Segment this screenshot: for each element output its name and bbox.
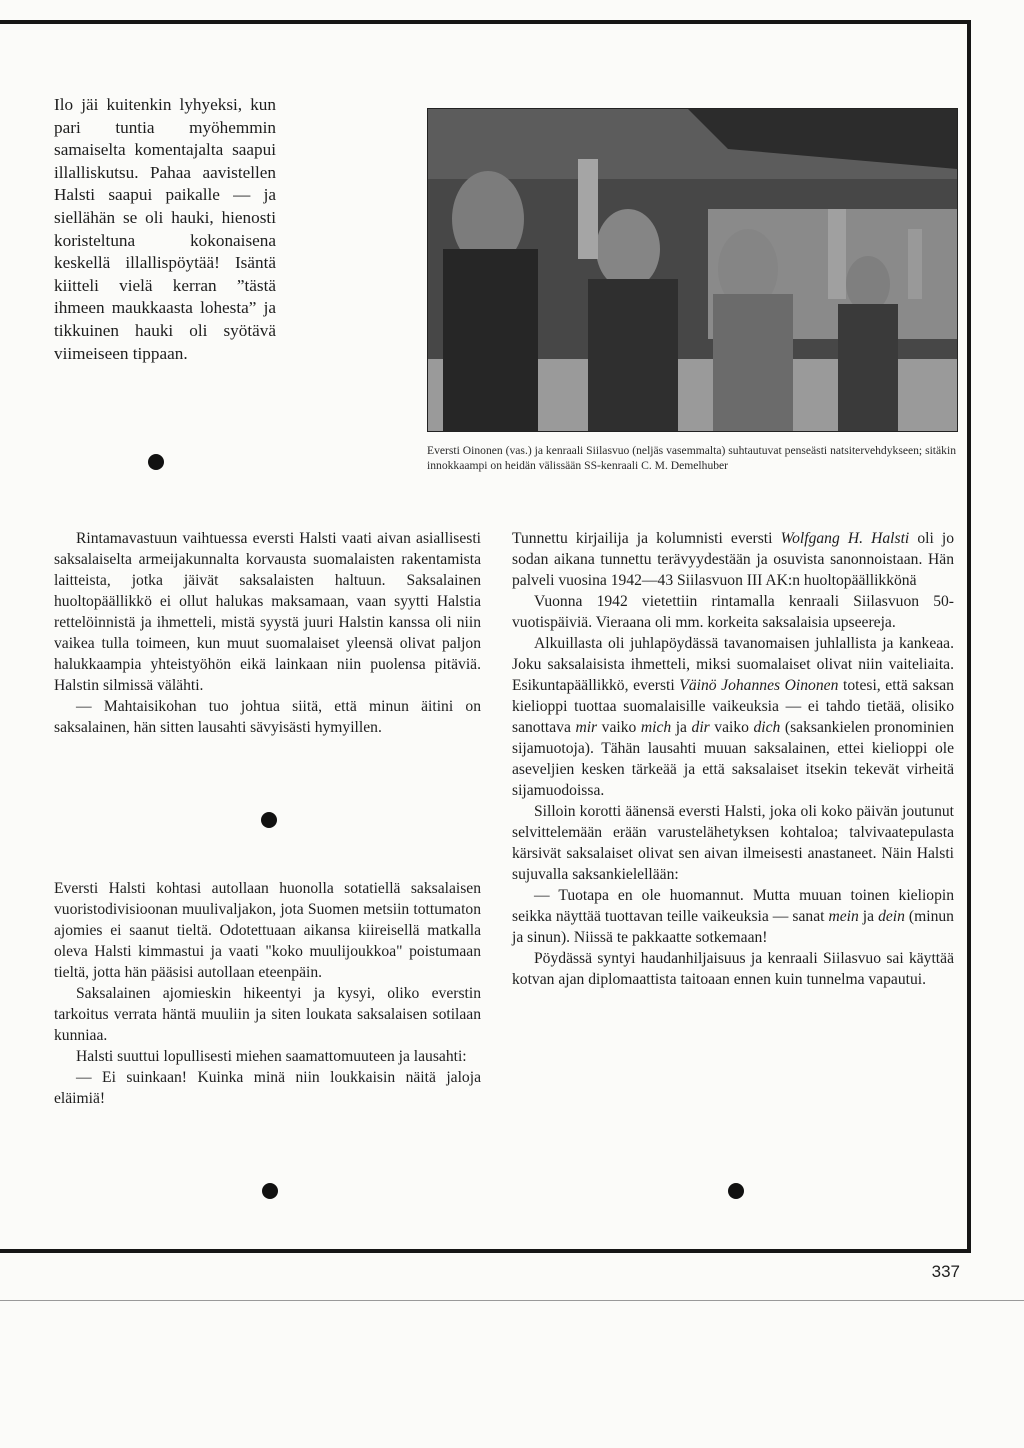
right-paragraph-5 bbox=[512, 885, 954, 948]
right-paragraph-3 bbox=[512, 633, 954, 801]
p5-text-a: — Tuotapa en ole huomannut. Mutta muuan toinen kieliopin seikka näyttää tuottavan teille vaikeuksia — sanat bbox=[512, 887, 954, 925]
p3-text-a: Alkuillasta oli juhlapöydässä tavanomaisen juhlallista ja kankeaa. Joku saksalaisista ihmetteli, miksi suomalaiset olivat niin vaiteliaita. Esikuntapäällikkö, eversti bbox=[512, 635, 954, 694]
word-mir: mir bbox=[575, 719, 598, 736]
p5-text-c: (minun ja sinun). Niissä te pakkaatte sotkemaan! bbox=[512, 908, 954, 946]
top-rule bbox=[0, 20, 970, 24]
photo-officers-salute bbox=[427, 108, 958, 432]
right-rule bbox=[967, 20, 971, 1252]
right-paragraph-1 bbox=[512, 528, 954, 591]
left-column-story-2 bbox=[54, 878, 481, 1109]
bullet-separator-4 bbox=[728, 1183, 744, 1199]
bullet-separator-3 bbox=[262, 1183, 278, 1199]
intro-paragraph: Ilo jäi kuitenkin lyhyeksi, kun pari tuntia myöhemmin samaiselta komentajalta saapui illalliskutsu. Pahaa aavistellen Halsti saapui paikalle — ja siellähän se oli hauki, hienosti koristeltuna kokonaisena keskellä illallispöytää! Isäntä kiitteli vielä kerran ”tästä ihmeen maukkaasta lohesta” ja tikkuinen hauki oli syötävä viimeiseen tippaan. bbox=[54, 95, 276, 363]
name-vaino-oinonen: Väinö Johannes Oinonen bbox=[679, 677, 839, 694]
left-column-story-1 bbox=[54, 528, 481, 738]
p1-text-a: Tunnettu kirjailija ja kolumnisti eversti bbox=[512, 530, 781, 547]
word-dich: dich bbox=[753, 719, 781, 736]
word-mein: mein bbox=[828, 908, 859, 925]
right-paragraph-4: Silloin korotti äänensä eversti Halsti, joka oli koko päivän joutunut selvittelemään erään varustelähetyksen kohtaloa; talvivaatepulasta kärsivät saksalaiset olivat sen aivan ilmeisesti anastaneet. Näin Halsti sujuvalla saksankielellään: bbox=[512, 803, 954, 883]
story1-paragraph-1: Rintamavastuun vaihtuessa eversti Halsti vaati aivan asiallisesti saksalaiselta armeijakunnalta korvausta suomalaisten rakentamista laitteista, jotka jäivät saksalaisten haltuun. Saksalainen huoltopäällikkö ei ollut halukas maksamaan, vaan syytti Halstia rettelöinnistä ja ihmetteli, mistä syystä juuri Halstin kanssa oli niin vaikea tulla toimeen, kun muut suomalaiset yleensä olivat paljon halukkaampia yhteistyöhön eikä lainkaan niin puolensa pitäviä. Halstin silmissä välähti. bbox=[54, 530, 481, 694]
p3-text-c: vaiko bbox=[597, 719, 641, 736]
story1-paragraph-2: — Mahtaisikohan tuo johtua siitä, että minun äitini on saksalainen, hän sitten lausahti sävyisästi hymyillen. bbox=[54, 698, 481, 736]
word-mich: mich bbox=[640, 719, 672, 736]
right-paragraph-2: Vuonna 1942 vietettiin rintamalla kenraali Siilasvuon 50-vuotispäiviä. Vieraana oli mm. korkeita saksalaisia upseereja. bbox=[512, 593, 954, 631]
story2-paragraph-4: — Ei suinkaan! Kuinka minä niin loukkaisin näitä jaloja eläimiä! bbox=[54, 1069, 481, 1107]
bullet-separator-2 bbox=[261, 812, 277, 828]
p3-text-e: vaiko bbox=[709, 719, 754, 736]
name-wolfgang-halsti: Wolfgang H. Halsti bbox=[780, 530, 910, 547]
word-dein: dein bbox=[878, 908, 905, 925]
p1-text-b: oli jo sodan aikana tunnettu terävyydestään ja osuvista sanonnoistaan. Hän palveli vuosina 1942—43 Siilasvuon III AK:n huoltopäällikkönä bbox=[512, 530, 955, 589]
photo-caption: Eversti Oinonen (vas.) ja kenraali Siilasvuo (neljäs vasemmalta) suhtautuvat penseästi natsitervehdykseen; sitäkin innokkaampi on heidän välissään SS-kenraali C. M. Demelhuber bbox=[427, 444, 956, 472]
right-column-story bbox=[512, 528, 954, 990]
story2-paragraph-1: Eversti Halsti kohtasi autollaan huonolla sotatiellä saksalaisen vuoristodivisioonan muulivaljakon, jota Suomen metsiin tottumaton ajomies ei saanut tieltä. Odotettuaan aikansa kiireisellä matkalla oleva Halsti kimmastui ja vaati "koko muulijoukkoa" poistumaan tieltä, jotta hän pääsisi autollaan eteenpäin. bbox=[54, 880, 481, 981]
story2-paragraph-3: Halsti suuttui lopullisesti miehen saamattomuuteen ja lausahti: bbox=[76, 1048, 467, 1065]
p3-text-d: ja bbox=[671, 719, 692, 736]
p5-text-b: ja bbox=[858, 908, 879, 925]
footer-line bbox=[0, 1300, 1024, 1301]
p3-text-f: (saksankielen pronominien sijamuotoja). Tähän lausahti muuan saksalainen, ettei kielioppi ole aseveljien kesken tärkeää ja että saksalaiset itsekin tekevät virheitä sijamuodoissa. bbox=[512, 719, 954, 799]
photo-image bbox=[428, 109, 957, 431]
bullet-separator-1 bbox=[148, 454, 164, 470]
bottom-rule bbox=[0, 1249, 971, 1253]
right-paragraph-6: Pöydässä syntyi haudanhiljaisuus ja kenraali Siilasvuo sai käyttää kotvan ajan diplomaattista taitoaan ennen kuin tunnelma vapautui. bbox=[512, 950, 954, 988]
word-dir: dir bbox=[691, 719, 710, 736]
story2-paragraph-2: Saksalainen ajomieskin hikeentyi ja kysyi, oliko everstin tarkoitus verrata häntä muuliin ja siten loukata saksalaisen sotilaan kunniaa. bbox=[54, 985, 481, 1044]
page-number: 337 bbox=[931, 1262, 960, 1281]
p3-text-b: totesi, että saksan kielioppi tuottaa suomalaisille vaikeuksia — ei tahdo tietää, olisiko sanottava bbox=[512, 677, 954, 736]
